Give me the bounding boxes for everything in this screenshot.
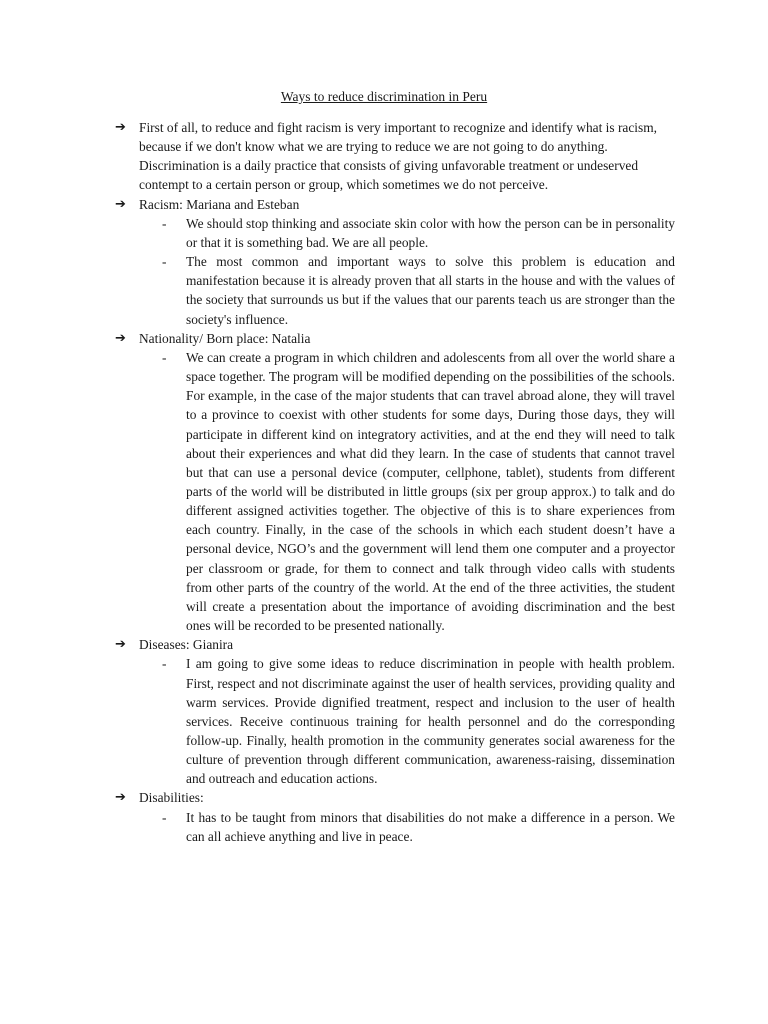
arrow-bullet-icon: ➔ [115, 120, 126, 135]
dash-bullet: - [162, 215, 167, 231]
point-text: The most common and important ways to solve this problem is education and manifestation because it is already proven that all starts in the house and with the values of the society that surrounds us but if the values that our parents teach us are stronger than the society's influence. [186, 254, 675, 327]
section-racism [115, 195, 675, 214]
point-text: It has to be taught from minors that disabilities do not make a difference in a person. We can all achieve anything and live in peace. [186, 809, 675, 844]
section-introduction [115, 118, 675, 195]
section-heading: Racism: Mariana and Esteban [139, 196, 300, 212]
list-item [115, 214, 675, 252]
section-heading: Diseases: Gianira [139, 637, 234, 653]
dash-bullet: - [162, 809, 167, 825]
section-diseases [115, 635, 675, 654]
section-nationality [115, 329, 675, 348]
point-text: We should stop thinking and associate skin color with how the person can be in personality or that it is something bad. We are all people. [186, 215, 675, 250]
list-item [115, 252, 675, 329]
arrow-bullet-icon: ➔ [115, 330, 126, 346]
dash-bullet: - [162, 656, 167, 672]
section-list [115, 118, 675, 846]
dash-bullet: - [162, 254, 167, 270]
dash-bullet: - [162, 349, 167, 365]
arrow-bullet-icon: ➔ [115, 790, 126, 806]
list-item [115, 348, 675, 635]
list-item [115, 808, 675, 846]
point-text: We can create a program in which children and adolescents from all over the world share a space together. The program will be modified depending on the possibilities of the schools. For example, in the case of the major students that can travel abroad alone, they will travel to a province to coexist with other students for some days, During those days, they will participate in different kind on integratory activities, and at the end they will need to talk about their experiences and what did they learn. In the case of students that cannot travel but that can use a personal device (computer, cellphone, tablet), students from different parts of the world will be distributed in little groups (six per group approx.) to talk and do different assigned activities together. The objective of this is to share experiences from each country. Finally, in the case of the schools in which each student doesn’t have a personal device, NGO’s and the government will lend them one computer and a proyector per classroom or grade, for them to connect and talk through video calls with students from other parts of the country of the world. At the end of the three activities, the student will create a presentation about the importance of avoiding discrimination and the best ones will be recorded to be presented nationally. [186, 349, 675, 634]
section-disabilities [115, 788, 675, 807]
section-heading: First of all, to reduce and fight racism is very important to recognize and identify what is racism, because if we don't know what we are trying to reduce we are not going to do anything. Discrimination is a daily practice that consists of giving unfavorable treatment or undeserved contempt to a certain person or group, which sometimes we do not perceive. [139, 120, 657, 193]
list-item [115, 654, 675, 788]
section-heading: Nationality/ Born place: Natalia [139, 330, 311, 346]
point-text: I am going to give some ideas to reduce discrimination in people with health problem. First, respect and not discriminate against the user of health services, providing quality and warm services. Provide dignified treatment, respect and inclusion to the user of health services. Receive continuous training for health personnel and do the corresponding follow-up. Finally, health promotion in the community generates social awareness for the culture of prevention through different communication, awareness-raising, dissemination and outreach and education actions. [186, 656, 675, 787]
document-title: Ways to reduce discrimination in Peru [280, 89, 488, 104]
arrow-bullet-icon: ➔ [115, 637, 126, 653]
arrow-bullet-icon: ➔ [115, 196, 126, 212]
section-heading: Disabilities: [139, 790, 204, 806]
